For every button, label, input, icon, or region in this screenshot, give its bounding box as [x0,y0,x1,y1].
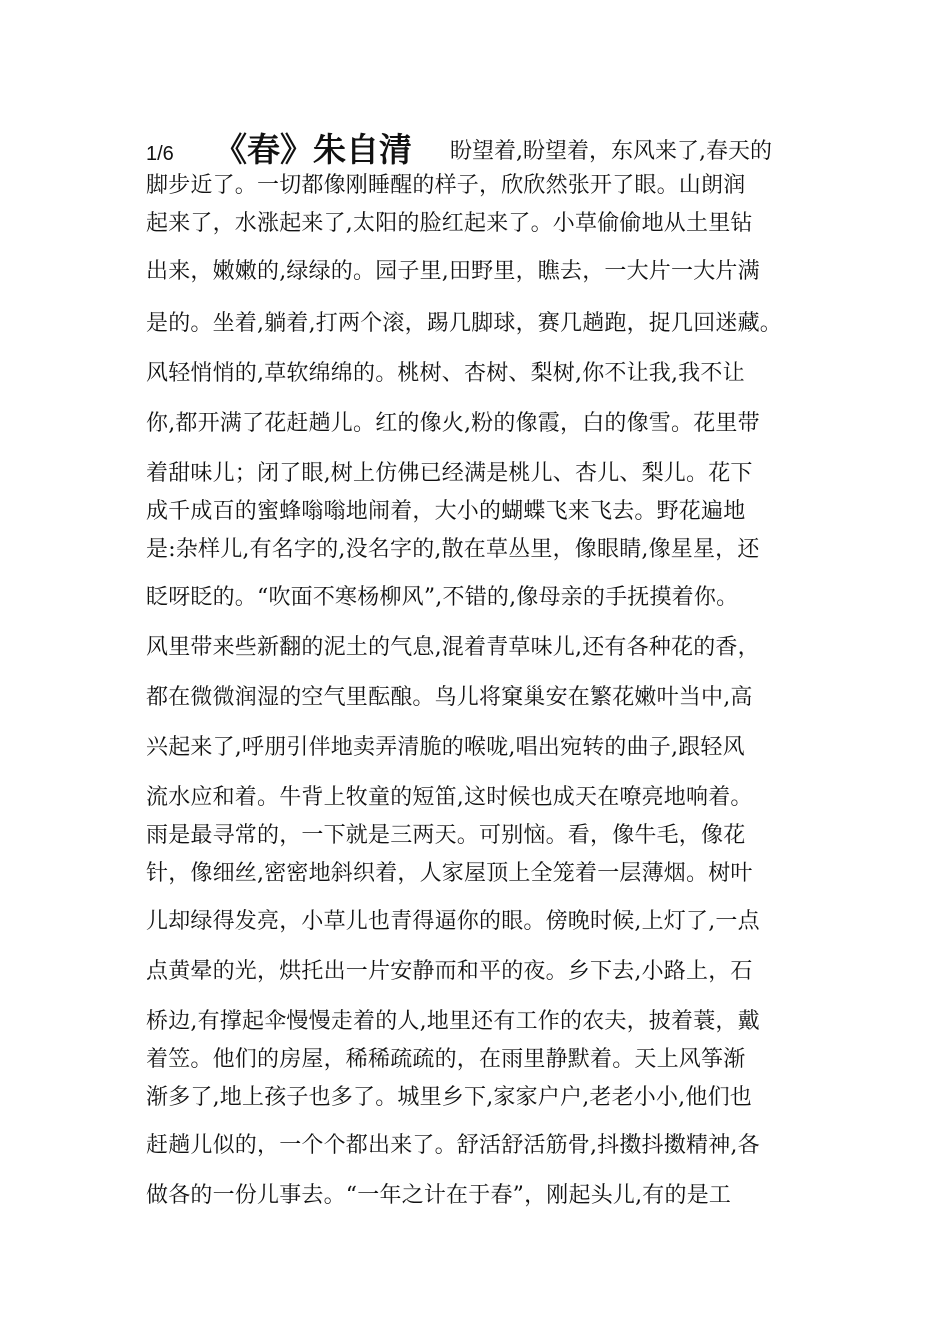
text-line: 眨呀眨的。“吹面不寒杨柳风”,不错的,像母亲的手抚摸着你。 [146,585,739,610]
text-line: 盼望着,盼望着，东风来了,春天的 [450,139,772,164]
text-line: 出来，嫩嫩的,绿绿的。园子里,田野里，瞧去，一大片一大片满 [146,259,760,284]
text-line: 点黄晕的光，烘托出一片安静而和平的夜。乡下去,小路上，石 [146,959,753,984]
text-line: 起来了，水涨起来了,太阳的脸红起来了。小草偷偷地从土里钻 [146,211,753,236]
page-number: 1/6 [146,143,174,165]
text-line: 雨是最寻常的，一下就是三两天。可别恼。看，像牛毛，像花 [146,823,746,848]
text-line: 儿却绿得发亮，小草儿也青得逼你的眼。傍晚时候,上灯了,一点 [146,909,760,934]
text-line: 着甜味儿；闭了眼,树上仿佛已经满是桃儿、杏儿、梨儿。花下 [146,461,753,486]
text-line: 兴起来了,呼朋引伴地卖弄清脆的喉咙,唱出宛转的曲子,跟轻风 [146,735,745,760]
text-line: 着笠。他们的房屋，稀稀疏疏的，在雨里静默着。天上风筝渐 [146,1047,746,1072]
text-line: 赶趟儿似的，一个个都出来了。舒活舒活筋骨,抖擞抖擞精神,各 [146,1133,760,1158]
text-line: 脚步近了。一切都像刚睡醒的样子，欣欣然张开了眼。山朗润 [146,173,746,198]
text-line: 针，像细丝,密密地斜织着，人家屋顶上全笼着一层薄烟。树叶 [146,861,753,886]
text-line: 是的。坐着,躺着,打两个滚，踢几脚球，赛几趟跑，捉几回迷藏。 [146,311,782,336]
text-line: 流水应和着。牛背上牧童的短笛,这时候也成天在嘹亮地响着。 [146,785,753,810]
text-line: 风里带来些新翻的泥土的气息,混着青草味儿,还有各种花的香， [146,635,760,660]
text-line: 做各的一份儿事去。“一年之计在于春”，刚起头儿,有的是工 [146,1183,732,1208]
text-line: 风轻悄悄的,草软绵绵的。桃树、杏树、梨树,你不让我,我不让 [146,361,745,386]
text-line: 成千成百的蜜蜂嗡嗡地闹着，大小的蝴蝶飞来飞去。野花遍地 [146,499,746,524]
text-line: 是:杂样儿,有名字的,没名字的,散在草丛里，像眼睛,像星星，还 [146,537,760,562]
text-line: 都在微微润湿的空气里酝酿。鸟儿将窠巢安在繁花嫩叶当中,高 [146,685,753,710]
document-title: 《春》朱自清 [214,130,412,169]
text-line: 桥边,有撑起伞慢慢走着的人,地里还有工作的农夫，披着蓑，戴 [146,1009,760,1034]
text-line: 你,都开满了花赶趟儿。红的像火,粉的像霞，白的像雪。花里带 [146,411,760,436]
text-line: 渐多了,地上孩子也多了。城里乡下,家家户户,老老小小,他们也 [146,1085,752,1110]
